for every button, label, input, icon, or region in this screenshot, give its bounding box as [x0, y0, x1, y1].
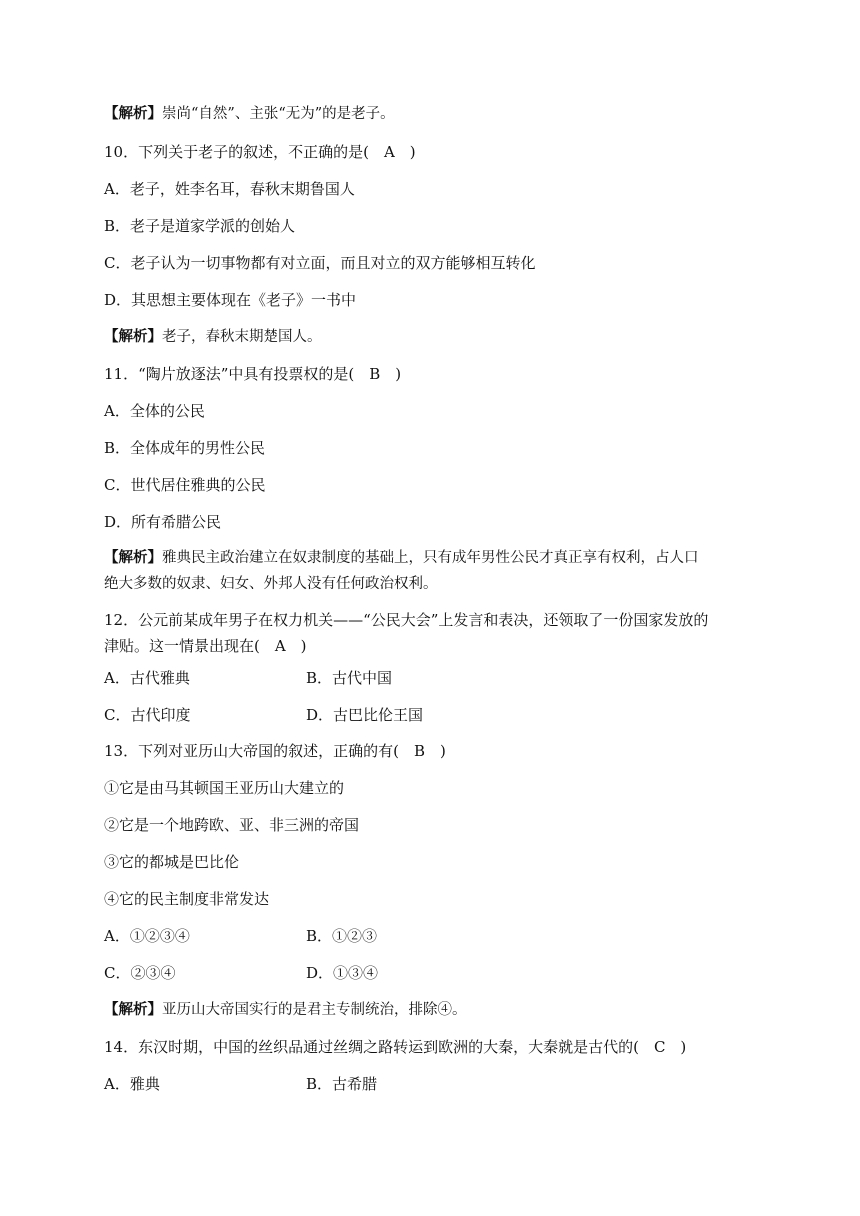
statement-line: ③它的都城是巴比伦: [104, 853, 240, 871]
option-left: C．②③④: [104, 964, 176, 982]
analysis-line: [104, 327, 322, 347]
option-left: A．雅典: [104, 1075, 160, 1093]
option-left: A．古代雅典: [104, 669, 190, 687]
analysis-text: 亚历山大帝国实行的是君主专制统治，排除④。: [162, 1002, 467, 1018]
statement-line: ①它是由马其顿国王亚历山大建立的: [104, 779, 345, 797]
analysis-line: [104, 1000, 467, 1020]
option-right: B．古代中国: [306, 669, 393, 687]
analysis-tag: 【解析】: [104, 1002, 162, 1018]
question-stem: 10．下列关于老子的叙述，不正确的是( A ): [104, 143, 416, 161]
option-row: [104, 1074, 378, 1094]
question-stem-cont: 津贴。这一情景出现在( A ): [104, 637, 307, 655]
option-line: A．全体的公民: [104, 402, 205, 420]
analysis-line: [104, 104, 395, 124]
option-right: B．①②③: [306, 927, 378, 945]
analysis-text: 老子，春秋末期楚国人。: [162, 329, 322, 345]
option-row: [104, 705, 424, 725]
question-stem: 12．公元前某成年男子在权力机关——“公民大会”上发言和表决，还领取了一份国家发放的: [104, 611, 709, 629]
option-right: D．①③④: [306, 964, 379, 982]
statement-line: ②它是一个地跨欧、亚、非三洲的帝国: [104, 816, 360, 834]
analysis-tag: 【解析】: [104, 106, 162, 122]
analysis-text: 雅典民主政治建立在奴隶制度的基础上，只有成年男性公民才真正享有权利，占人口: [162, 550, 699, 566]
option-line: A．老子，姓李名耳，春秋末期鲁国人: [104, 180, 355, 198]
question-stem: 13．下列对亚历山大帝国的叙述，正确的有( B ): [104, 742, 446, 760]
option-right: D．古巴比伦王国: [306, 706, 424, 724]
option-row: [104, 668, 393, 688]
question-stem: 14．东汉时期，中国的丝织品通过丝绸之路转运到欧洲的大秦，大秦就是古代的( C ): [104, 1038, 687, 1056]
analysis-tag: 【解析】: [104, 329, 162, 345]
option-line: D．所有希腊公民: [104, 513, 222, 531]
analysis-text-cont: 绝大多数的奴隶、妇女、外邦人没有任何政治权利。: [104, 576, 438, 592]
option-right: B．古希腊: [306, 1075, 378, 1093]
question-stem: 11．“陶片放逐法”中具有投票权的是( B ): [104, 365, 402, 383]
option-line: B．老子是道家学派的创始人: [104, 217, 296, 235]
analysis-line: [104, 548, 699, 568]
analysis-text: 崇尚“自然”、主张“无为”的是老子。: [162, 106, 395, 122]
option-line: B．全体成年的男性公民: [104, 439, 266, 457]
analysis-tag: 【解析】: [104, 550, 162, 566]
option-row: [104, 963, 379, 983]
option-line: C．世代居住雅典的公民: [104, 476, 266, 494]
option-line: C．老子认为一切事物都有对立面，而且对立的双方能够相互转化: [104, 254, 536, 272]
option-line: D．其思想主要体现在《老子》一书中: [104, 291, 357, 309]
option-left: C．古代印度: [104, 706, 191, 724]
statement-line: ④它的民主制度非常发达: [104, 890, 270, 908]
option-row: [104, 926, 378, 946]
option-left: A．①②③④: [104, 927, 190, 945]
